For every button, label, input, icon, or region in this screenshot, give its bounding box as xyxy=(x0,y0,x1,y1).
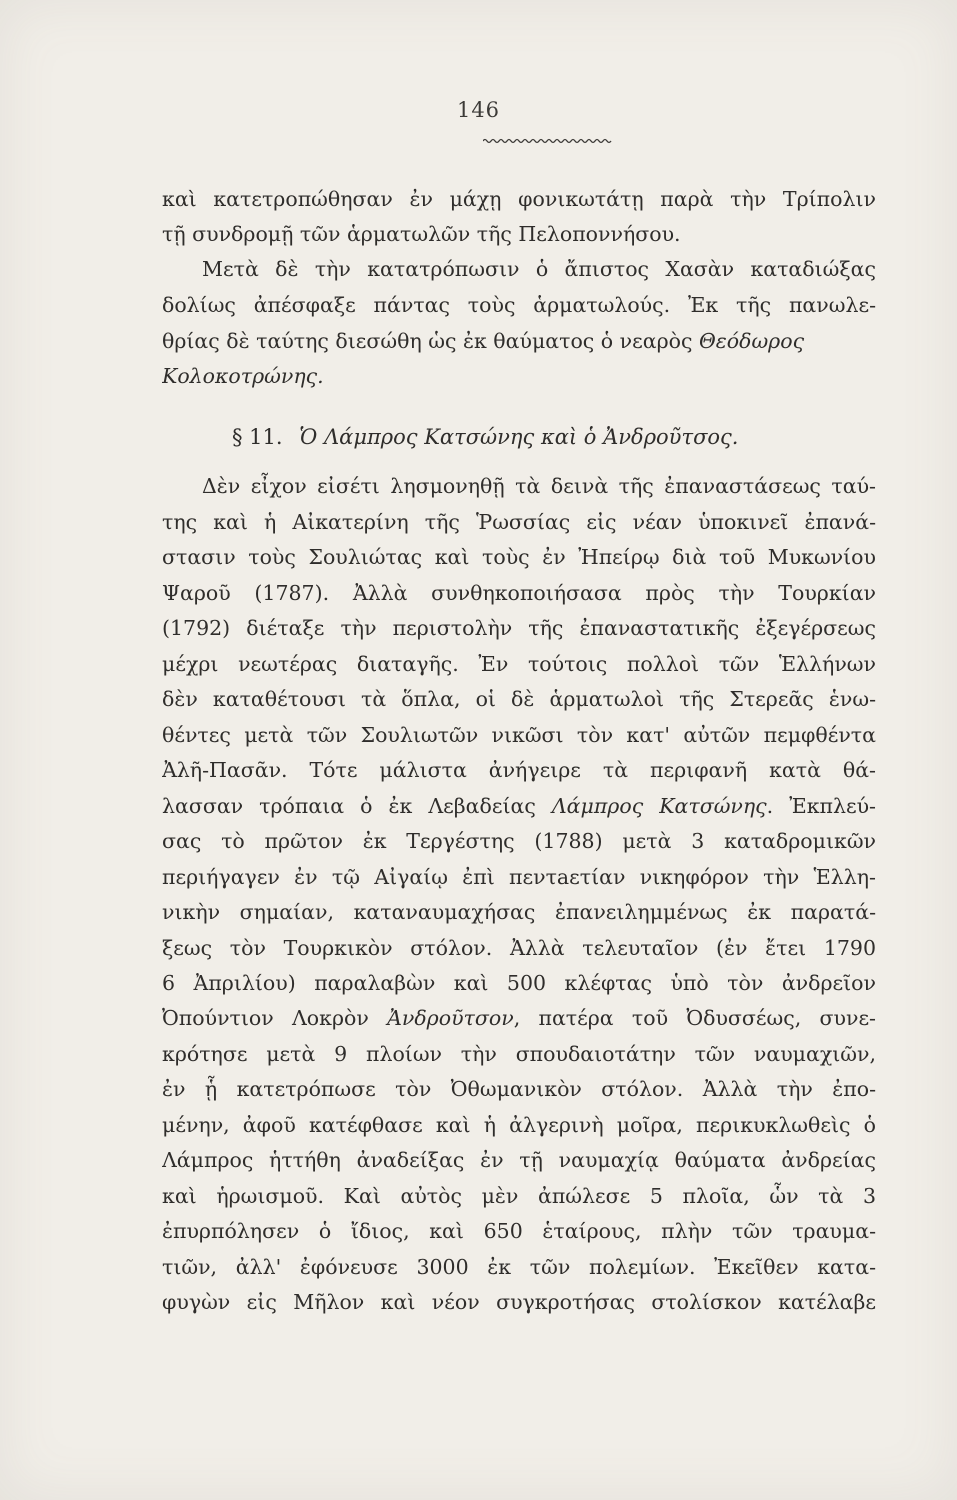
text-line: ἐπυρπόλησεν ὁ ἴδιος, καὶ 650 ἑταίρους, πλὴν τῶν τραυμα- xyxy=(162,1219,876,1243)
text-run: . Ἐκπλεύ- xyxy=(766,794,876,818)
text-run: θρίας δὲ ταύτης διεσώθη ὡς ἐκ θαύματος ὁ νεαρὸς xyxy=(162,329,699,353)
text-line: στασιν τοὺς Σουλιώτας καὶ τοὺς ἐν Ἠπείρῳ διὰ τοῦ Μυκωνίου xyxy=(162,545,876,569)
text-line: μένην, ἀφοῦ κατέφθασε καὶ ἡ ἀλγερινὴ μοῖρα, περικυκλωθεὶς ὁ xyxy=(162,1113,876,1137)
text-line: δὲν καταθέτουσι τὰ ὅπλα, οἱ δὲ ἁρματωλοὶ τῆς Στερεᾶς ἑνω- xyxy=(162,687,876,711)
text-line: νικὴν σημαίαν, καταναυμαχήσας ἐπανειλημμένως ἐκ παρατά- xyxy=(162,900,876,924)
text-line: τιῶν, ἀλλ' ἐφόνευσε 3000 ἐκ τῶν πολεμίων. Ἐκεῖθεν κατα- xyxy=(162,1255,876,1279)
text-line: Μετὰ δὲ τὴν κατατρόπωσιν ὁ ἄπιστος Χασὰν καταδιώξας xyxy=(202,257,876,281)
name-androutsos: Ἀνδροῦτσον xyxy=(387,1006,514,1030)
text-line: θέντες μετὰ τῶν Σουλιωτῶν νικῶσι τὸν κατ' αὐτῶν πεμφθέντα xyxy=(162,723,876,747)
text-line: κρότησε μετὰ 9 πλοίων τὴν σπουδαιοτάτην τῶν ναυμαχιῶν, xyxy=(162,1042,876,1066)
text-line: Δὲν εἶχον εἰσέτι λησμονηθῇ τὰ δεινὰ τῆς ἐπαναστάσεως ταύ- xyxy=(202,474,876,498)
text-line: καὶ ἡρωισμοῦ. Καὶ αὐτὸς μὲν ἀπώλεσε 5 πλοῖα, ὧν τὰ 3 xyxy=(162,1184,876,1208)
text-line: ξεως τὸν Τουρκικὸν στόλον. Ἀλλὰ τελευταῖον (ἐν ἔτει 1790 xyxy=(162,936,876,960)
text-run: Ὀπούντιον Λοκρὸν xyxy=(162,1006,388,1030)
page-number: 146 xyxy=(456,98,501,122)
text-line: καὶ κατετροπώθησαν ἐν μάχῃ φονικωτάτῃ παρὰ τὴν Τρίπολιν xyxy=(162,187,876,211)
section-title: Ὁ Λάμπρος Κατσώνης καὶ ὁ Ἀνδροῦτσος. xyxy=(299,425,739,449)
text-line: της καὶ ἡ Αἰκατερίνη τῆς Ῥωσσίας εἰς νέαν ὑποκινεῖ ἐπανά- xyxy=(162,510,876,534)
text-line xyxy=(162,324,876,358)
ornamental-rule xyxy=(483,138,613,144)
text-run: λασσαν τρόπαια ὁ ἐκ Λεβαδείας xyxy=(162,794,552,818)
text-line: Ψαροῦ (1787). Ἀλλὰ συνθηκοποιήσασα πρὸς τὴν Τουρκίαν xyxy=(162,581,876,605)
name-theodoros: Θεόδωρος xyxy=(698,329,805,353)
text-line: 6 Ἀπριλίου) παραλαβὼν καὶ 500 κλέφτας ὑπὸ τὸν ἀνδρεῖον xyxy=(162,971,876,995)
text-line: ἐν ᾗ κατετρόπωσε τὸν Ὀθωμανικὸν στόλον. Ἀλλὰ τὴν ἐπο- xyxy=(162,1077,876,1101)
text-line xyxy=(162,789,876,823)
text-line: μέχρι νεωτέρας διαταγῆς. Ἐν τούτοις πολλοὶ τῶν Ἑλλήνων xyxy=(162,652,876,676)
text-line: περιήγαγεν ἐν τῷ Αἰγαίῳ ἐπὶ πεντaετίαν νικηφόρον τὴν Ἑλλη- xyxy=(162,865,876,889)
text-line: Λάμπρος ἡττήθη ἀναδείξας ἐν τῇ ναυμαχίᾳ θαύματα ἀνδρείας xyxy=(162,1148,876,1172)
text-line: τῇ συνδρομῇ τῶν ἁρματωλῶν τῆς Πελοποννήσου. xyxy=(162,222,681,246)
text-run: , πατέρα τοῦ Ὀδυσσέως, συνε- xyxy=(513,1006,876,1030)
name-kolokotronis: Κολοκοτρώνης. xyxy=(162,364,324,388)
name-lambros-katsonis: Λάμπρος Κατσώνης xyxy=(551,794,767,818)
text-line: σας τὸ πρῶτον ἐκ Τεργέστης (1788) μετὰ 3 καταδρομικῶν xyxy=(162,829,876,853)
text-line: φυγὼν εἰς Μῆλον καὶ νέον συγκροτήσας στολίσκον κατέλαβε xyxy=(162,1290,876,1314)
section-heading xyxy=(232,419,872,455)
text-line xyxy=(162,1001,876,1035)
text-line: Ἀλῆ-Πασᾶν. Τότε μάλιστα ἀνήγειρε τὰ περιφανῆ κατὰ θά- xyxy=(162,758,876,782)
text-line: (1792) διέταξε τὴν περιστολὴν τῆς ἐπαναστατικῆς ἐξεγέρσεως xyxy=(162,616,876,640)
section-number: § 11. xyxy=(232,425,283,449)
text-line: δολίως ἀπέσφαξε πάντας τοὺς ἁρματωλούς. Ἐκ τῆς πανωλε- xyxy=(162,293,876,317)
